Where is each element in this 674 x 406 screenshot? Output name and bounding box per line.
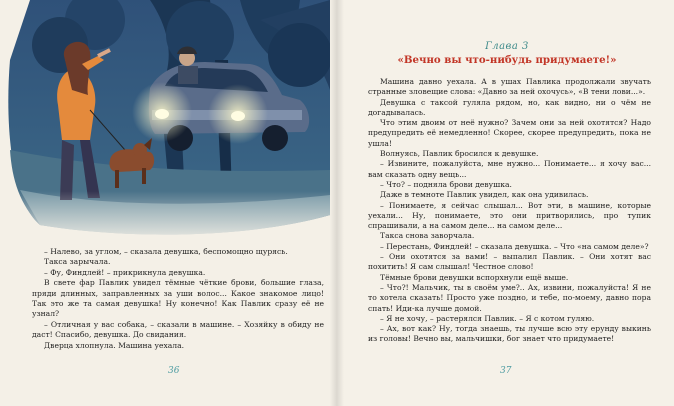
paragraph: – Фу, Финдлей! – прикрикнула девушка.: [44, 267, 206, 277]
paragraph: В свете фар Павлик увидел тёмные чёткие брови, большие глаза, пряди длинных, заправленных за уши волос... Какое знакомое лицо! Так это же та самая девушка! Ну конечно! Как Павлик сразу её не узнал?: [32, 278, 324, 319]
paragraph: – Перестань, Финдлей! – сказала девушка. – Что «на самом деле»?: [380, 241, 649, 251]
page-number-left: 36: [168, 366, 180, 376]
page-number-right: 37: [500, 366, 512, 376]
book-gutter: [330, 0, 344, 406]
paragraph: Девушка с таксой гуляла рядом, но, как видно, ни о чём не догадывалась.: [368, 97, 651, 117]
paragraph: – Что?! Мальчик, ты в своём уме?.. Ах, извини, пожалуйста! Я не то хотела сказать! Просто уже поздно, и тебе, по-моему, давно пора спать! Иди-ка лучше домой.: [368, 282, 651, 313]
paragraph: Такса снова заворчала.: [380, 231, 475, 241]
paragraph: Такса зарычала.: [44, 257, 111, 267]
paragraph: Что этим двоим от неё нужно? Зачем они за ней охотятся? Надо предупредить её немедленно! Скорее, скорее предупредить, пока не ушла!: [368, 118, 651, 148]
paragraph: – Ах, вот как? Ну, тогда знаешь, ты лучше всю эту ерунду выкинь из головы! Вечно вы, мальчишки, бог знает что придумаете!: [368, 324, 651, 344]
paragraph: Даже в темноте Павлик увидел, как она удивилась.: [380, 190, 589, 200]
chapter-label: Глава 3: [485, 41, 529, 52]
chapter-title: «Вечно вы что-нибудь придумаете!»: [397, 54, 617, 66]
right-page-text: [368, 77, 651, 345]
paragraph: – Отличная у вас собака, – сказали в машине. – Хозяйку в обиду не даст! Спасибо, девушка. До свидания.: [32, 319, 324, 340]
paragraph: Волнуясь, Павлик бросился к девушке.: [380, 149, 539, 159]
night-street-scene-illustration: [0, 0, 330, 245]
paragraph: Дверца хлопнула. Машина уехала.: [44, 340, 185, 350]
paragraph: – Они охотятся за вами! – выпалил Павлик. – Они хотят вас похитить! Я сам слышал! Честное слово!: [368, 252, 651, 272]
paragraph: – Что? – подняла брови девушка.: [380, 179, 512, 189]
paragraph: – Понимаете, я сейчас слышал... Вот эти, в машине, которые уехали... Ну, понимаете, это они притворялись, про тупик спрашивали, а на самом деле... на самом деле...: [368, 200, 651, 231]
paragraph: Тёмные брови девушки вспорхнули ещё выше.: [380, 272, 569, 282]
paragraph: – Я не хочу, – растерялся Павлик. – Я с котом гуляю.: [380, 313, 595, 323]
paragraph: – Налево, за углом, – сказала девушка, беспомощно щурясь.: [44, 247, 288, 256]
paragraph: Машина давно уехала. А в ушах Павлика продолжали звучать странные зловещие слова: «Давно за ней охочусь», «В тени лови...».: [368, 77, 651, 97]
left-page-text: [32, 247, 324, 351]
paragraph: – Извините, пожалуйста, мне нужно... Понимаете... я хочу вас... вам сказать одну вещь...: [368, 159, 651, 179]
